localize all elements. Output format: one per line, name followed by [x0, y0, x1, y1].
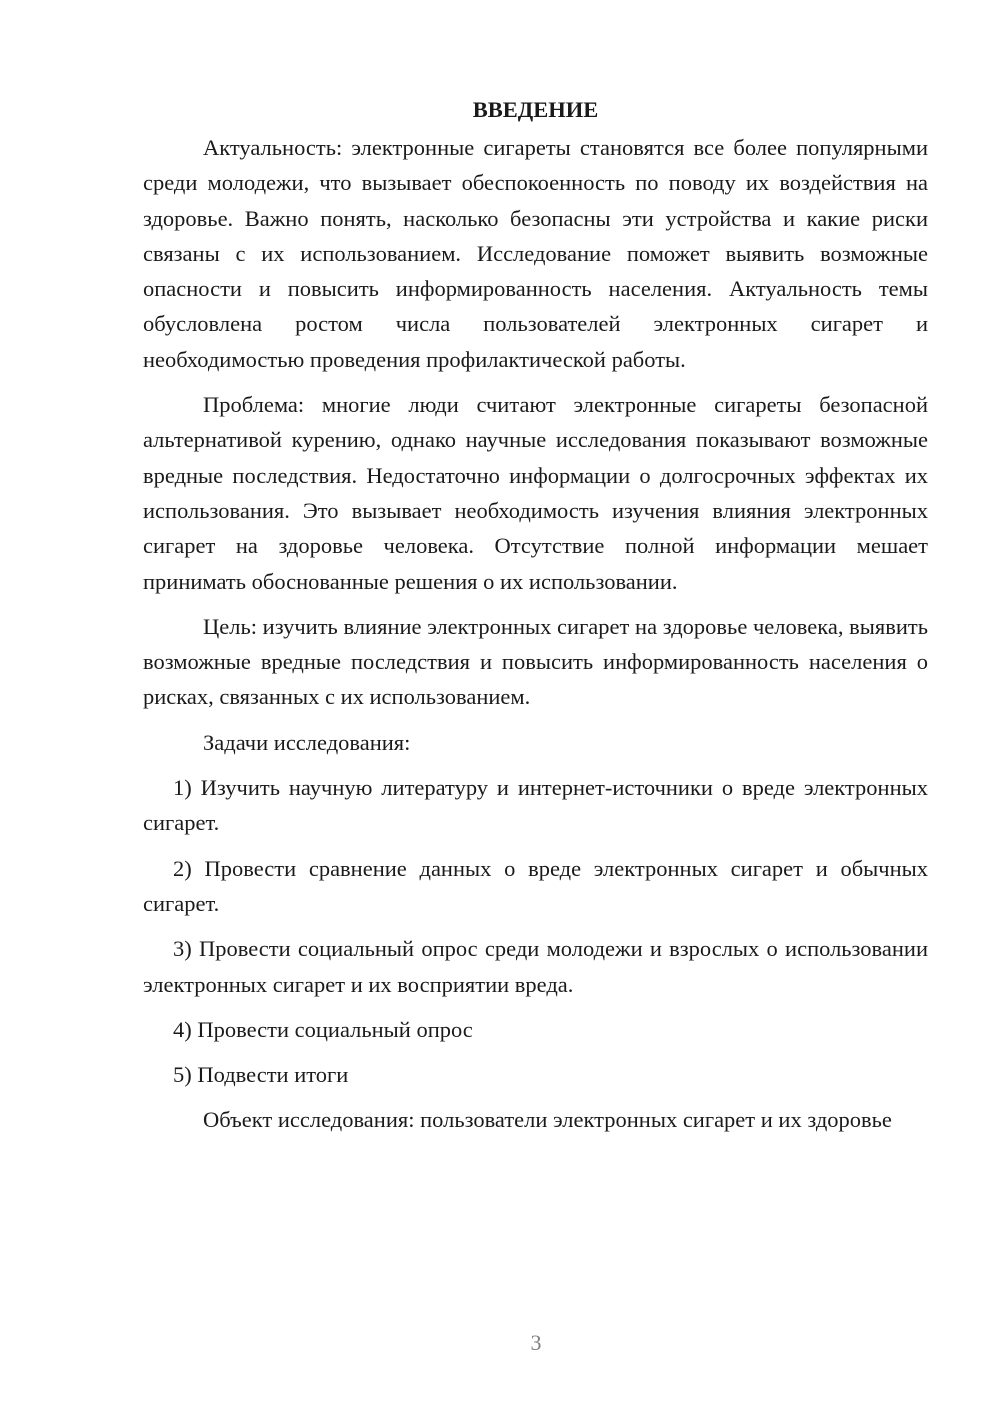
task-item-1: 1) Изучить научную литературу и интернет-источники о вреде электронных сигарет. [143, 775, 928, 836]
page-content [143, 92, 928, 1148]
task-item-4: 4) Провести социальный опрос [173, 1016, 473, 1042]
task-item-3: 3) Провести социальный опрос среди молодежи и взрослых о использовании электронных сигарет и их восприятии вреда. [143, 936, 928, 997]
task-item-2: 2) Провести сравнение данных о вреде электронных сигарет и обычных сигарет. [143, 855, 928, 916]
relevance-paragraph: Актуальность: электронные сигареты становятся все более популярными среди молодежи, что вызывает обеспокоенность по поводу их воздействия на здоровье. Важно понять, насколько безопасны эти устройства и какие риски связаны с их использованием. Исследование поможет выявить возможные опасности и повысить информированность населения. Актуальность темы обусловлена ростом числа пользователей электронных сигарет и необходимостью проведения профилактической работы. [143, 135, 928, 372]
problem-paragraph: Проблема: многие люди считают электронные сигареты безопасной альтернативой курению, однако научные исследования показывают возможные вредные последствия. Недостаточно информации о долгосрочных эффектах их использования. Это вызывает необходимость изучения влияния электронных сигарет на здоровье человека. Отсутствие полной информации мешает принимать обоснованные решения о их использовании. [143, 392, 928, 594]
section-heading: ВВЕДЕНИЕ [472, 97, 599, 122]
object-paragraph: Объект исследования: пользователи электронных сигарет и их здоровье [203, 1107, 892, 1133]
goal-paragraph: Цель: изучить влияние электронных сигарет на здоровье человека, выявить возможные вредные последствия и повысить информированность населения о рисках, связанных с их использованием. [143, 613, 928, 710]
page-number: 3 [530, 1330, 542, 1355]
task-item-5: 5) Подвести итоги [173, 1062, 349, 1088]
tasks-label: Задачи исследования: [203, 729, 411, 755]
